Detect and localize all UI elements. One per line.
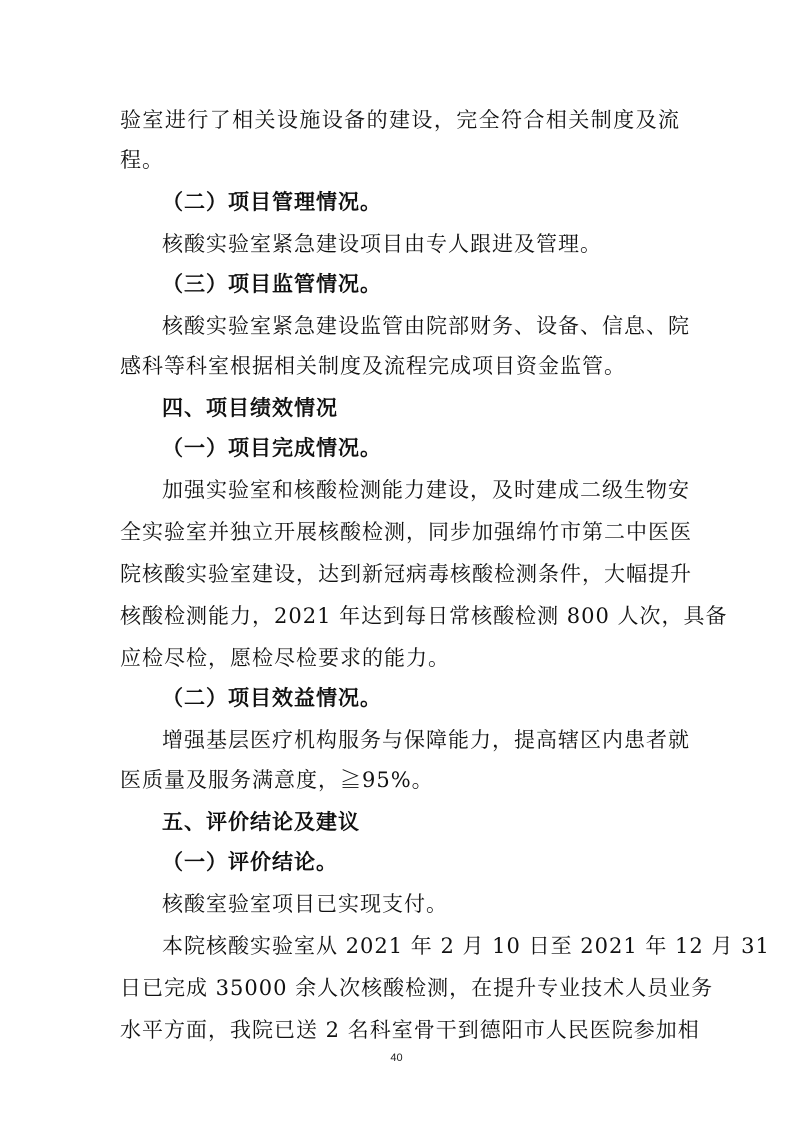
paragraph-line: 感科等科室根据相关制度及流程完成项目资金监管。 bbox=[120, 354, 626, 378]
paragraph-line: 加强实验室和核酸检测能力建设，及时建成二级生物安 bbox=[162, 478, 690, 502]
paragraph-line: 日已完成 35000 余人次核酸检测，在提升专业技术人员业务 bbox=[120, 976, 714, 1000]
page-number: 40 bbox=[390, 1052, 403, 1064]
paragraph-line: 核酸检测能力，2021 年达到每日常核酸检测 800 人次，具备 bbox=[120, 604, 728, 628]
paragraph-line: 核酸实验室紧急建设监管由院部财务、设备、信息、院 bbox=[162, 314, 690, 338]
paragraph-line: 医质量及服务满意度，≧95%。 bbox=[120, 768, 434, 792]
section-heading: 四、项目绩效情况 bbox=[162, 396, 338, 420]
paragraph-line: 增强基层医疗机构服务与保障能力，提高辖区内患者就 bbox=[162, 728, 690, 752]
paragraph-line: 全实验室并独立开展核酸检测，同步加强绵竹市第二中医医 bbox=[120, 520, 692, 544]
paragraph-line: 水平方面，我院已送 2 名科室骨干到德阳市人民医院参加相 bbox=[120, 1018, 700, 1042]
paragraph-line: 验室进行了相关设施设备的建设，完全符合相关制度及流 bbox=[120, 108, 680, 132]
subsection-heading: （二）项目效益情况。 bbox=[162, 686, 382, 710]
paragraph-line: 核酸室验室项目已实现支付。 bbox=[162, 892, 448, 916]
paragraph-line: 院核酸实验室建设，达到新冠病毒核酸检测条件，大幅提升 bbox=[120, 562, 692, 586]
paragraph-line: 应检尽检，愿检尽检要求的能力。 bbox=[120, 646, 450, 670]
subsection-heading: （二）项目管理情况。 bbox=[162, 190, 382, 214]
section-heading: 五、评价结论及建议 bbox=[162, 810, 360, 834]
paragraph-line: 本院核酸实验室从 2021 年 2 月 10 日至 2021 年 12 月 31 bbox=[162, 934, 770, 958]
subsection-heading: （一）项目完成情况。 bbox=[162, 436, 382, 460]
subsection-heading: （一）评价结论。 bbox=[162, 850, 338, 874]
paragraph-line: 程。 bbox=[120, 148, 164, 172]
paragraph-line: 核酸实验室紧急建设项目由专人跟进及管理。 bbox=[162, 232, 602, 256]
subsection-heading: （三）项目监管情况。 bbox=[162, 272, 382, 296]
